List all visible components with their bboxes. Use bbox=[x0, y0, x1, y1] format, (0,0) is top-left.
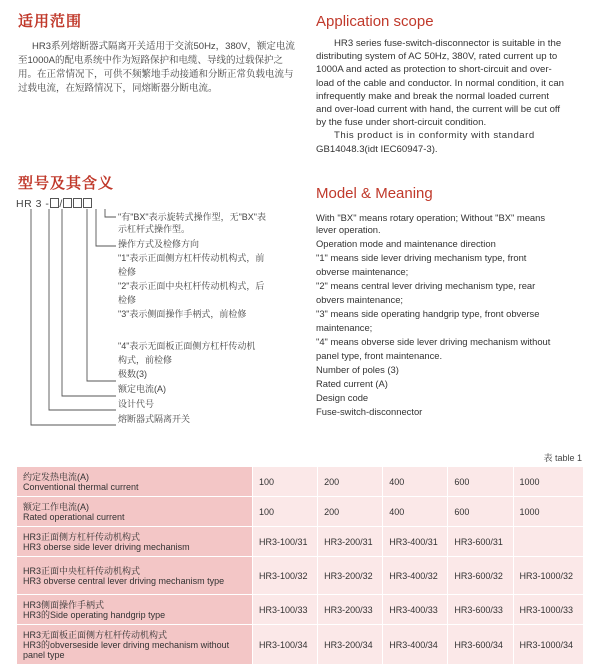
table-cell: 400 bbox=[383, 467, 448, 497]
table-cell: 200 bbox=[318, 467, 383, 497]
scope-title-en: Application scope bbox=[316, 13, 434, 30]
table-cell: HR3-200/34 bbox=[318, 625, 383, 665]
table-cell: HR3-100/31 bbox=[253, 527, 318, 557]
table-cell: HR3-200/31 bbox=[318, 527, 383, 557]
scope-line: distributing system of AC 50Hz, 380V, rated current up to bbox=[316, 51, 558, 63]
leader-line-fuse bbox=[31, 209, 116, 425]
en-label: "3" means side operating handgrip type, front obverse bbox=[316, 308, 540, 319]
conformity-line: GB14048.3(idt IEC60947-3). bbox=[316, 143, 438, 155]
scope-line: HR3 series fuse-switch-disconnector is suitable in the bbox=[334, 38, 562, 49]
row-header bbox=[17, 557, 253, 595]
cn-label: "3"表示侧面操作手柄式，前检修 bbox=[118, 309, 247, 319]
row-header-cn: HR3侧面操作手柄式 bbox=[23, 599, 105, 610]
model-title-en: Model & Meaning bbox=[316, 185, 433, 202]
conformity-line: This product is in conformity with standard bbox=[334, 130, 535, 142]
table-cell: HR3-600/33 bbox=[448, 595, 513, 625]
table-cell bbox=[513, 527, 584, 557]
table-cell: 600 bbox=[448, 497, 513, 527]
row-header-en: Rated operational current bbox=[23, 511, 125, 522]
row-header-cn: HR3无面板正面侧方杠杆传动机构式 bbox=[23, 629, 168, 640]
table-cell: HR3-100/33 bbox=[253, 595, 318, 625]
model-en-labels bbox=[316, 212, 592, 418]
en-label: Number of poles (3) bbox=[316, 364, 399, 375]
cn-label: 操作方式及检修方向 bbox=[118, 239, 200, 249]
cn-label: "有"BX"表示旋转式操作型，无"BX"表 bbox=[118, 212, 266, 222]
row-header-cn: 额定工作电流(A) bbox=[23, 501, 89, 512]
row-header bbox=[17, 595, 253, 625]
table-cell: 100 bbox=[253, 497, 318, 527]
table-cell: HR3-200/33 bbox=[318, 595, 383, 625]
scope-line: load of the cable and conductor. In normal condition, it can bbox=[316, 77, 564, 89]
table-row bbox=[17, 527, 584, 557]
row-header bbox=[17, 527, 253, 557]
row-header-en: HR3 oberse side lever driving mechanism bbox=[23, 541, 190, 552]
row-header-en: Conventional thermal current bbox=[23, 481, 139, 492]
table-cell: 100 bbox=[253, 467, 318, 497]
model-title-cn: 型号及其含义 bbox=[18, 175, 115, 192]
model-code-prefix: HR 3 - bbox=[16, 198, 50, 210]
en-label: Fuse-switch-disconnector bbox=[316, 406, 423, 417]
en-label: panel type, front maintenance. bbox=[316, 350, 443, 361]
table-row bbox=[17, 467, 584, 497]
table-cell: HR3-1000/32 bbox=[513, 557, 584, 595]
table-cell: HR3-1000/33 bbox=[513, 595, 584, 625]
en-label: maintenance; bbox=[316, 322, 373, 333]
table-cell: HR3-400/31 bbox=[383, 527, 448, 557]
spec-table bbox=[16, 466, 584, 665]
cn-label: 构式，前检修 bbox=[118, 355, 173, 365]
cn-label: 示杠杆式操作型。 bbox=[118, 224, 191, 234]
scope-title-cn: 适用范围 bbox=[18, 13, 83, 30]
row-header bbox=[17, 467, 253, 497]
en-label: obverse maintenance; bbox=[316, 266, 409, 277]
table-cell: HR3-600/31 bbox=[448, 527, 513, 557]
leader-line-bx bbox=[105, 209, 116, 217]
cn-label: 额定电流(A) bbox=[118, 384, 166, 394]
en-label: "4" means obverse side lever driving mechanism without bbox=[316, 336, 551, 347]
cn-label: 设计代号 bbox=[118, 399, 155, 409]
table-cell: HR3-400/32 bbox=[383, 557, 448, 595]
cn-label: "2"表示正面中央杠杆传动机构式，后 bbox=[118, 281, 265, 291]
table-cell: 200 bbox=[318, 497, 383, 527]
table-row bbox=[17, 595, 584, 625]
table-caption: 表 table 1 bbox=[543, 453, 582, 463]
leader-line-current bbox=[62, 209, 116, 396]
table-cell: HR3-400/33 bbox=[383, 595, 448, 625]
leader-line-poles bbox=[87, 209, 116, 381]
en-label: "2" means central lever driving mechanism type, rear bbox=[316, 280, 536, 291]
cn-label: 检修 bbox=[118, 295, 137, 305]
cn-label: 检修 bbox=[118, 267, 137, 277]
table-cell: 600 bbox=[448, 467, 513, 497]
cn-label: "1"表示正面侧方杠杆传动机构式，前 bbox=[118, 253, 265, 263]
row-header bbox=[17, 625, 253, 665]
table-cell: 400 bbox=[383, 497, 448, 527]
table-row bbox=[17, 557, 584, 595]
en-label: Design code bbox=[316, 392, 369, 403]
leader-line-design bbox=[49, 209, 116, 410]
table-row bbox=[17, 497, 584, 527]
cn-label: 熔断器式隔离开关 bbox=[118, 414, 191, 424]
row-header bbox=[17, 497, 253, 527]
cn-label: "4"表示无面板正面侧方杠杆传动机 bbox=[118, 341, 256, 351]
model-code-sep: / bbox=[59, 198, 63, 210]
table-cell: HR3-600/34 bbox=[448, 625, 513, 665]
table-cell: HR3-200/32 bbox=[318, 557, 383, 595]
table-cell: HR3-400/34 bbox=[383, 625, 448, 665]
scope-line: and over-load current with hand, the current will be cut off bbox=[316, 104, 561, 116]
model-cn-labels bbox=[118, 211, 298, 425]
table-cell: HR3-100/34 bbox=[253, 625, 318, 665]
row-header-en: HR3的Side operating handgrip type bbox=[23, 609, 166, 620]
row-header-cn: HR3正面中央杠杆传动机构式 bbox=[23, 565, 141, 576]
cn-label: 极数(3) bbox=[118, 369, 147, 379]
scope-line: infrequently make and break the normal loaded current bbox=[316, 90, 550, 102]
leader-line-operation bbox=[96, 209, 116, 246]
table-cell: 1000 bbox=[513, 497, 584, 527]
row-header-cn: HR3正面侧方杠杆传动机构式 bbox=[23, 531, 141, 542]
scope-text-cn: HR3系列熔断器式隔离开关适用于交流50Hz，380V，额定电流至1000A的配电系统中作为短路保护和电缆、导线的过载保护之用。在正常情况下，可供不频繁地手动接通和分断正常负载电流与过载电流，在短路情况下，同熔断器分断电流。 bbox=[18, 41, 295, 94]
scope-line: 1000A and acted as protection to short-circuit and over- bbox=[316, 64, 552, 76]
table-cell: HR3-600/32 bbox=[448, 557, 513, 595]
row-header-en: HR3 obverse central lever driving mechanism type bbox=[23, 575, 225, 586]
table-cell: 1000 bbox=[513, 467, 584, 497]
en-label: With "BX" means rotary operation; Without "BX" means bbox=[316, 212, 546, 223]
en-label: "1" means side lever driving mechanism type, front bbox=[316, 252, 527, 263]
en-label: obvers maintenance; bbox=[316, 294, 404, 305]
table-cell: HR3-100/32 bbox=[253, 557, 318, 595]
en-label: lever operation. bbox=[316, 224, 381, 235]
table-row bbox=[17, 625, 584, 665]
scope-line: by the fuse under short-circuit condition. bbox=[316, 117, 487, 129]
en-label: Operation mode and maintenance direction bbox=[316, 238, 496, 249]
en-label: Rated current (A) bbox=[316, 378, 388, 389]
row-header-cn: 约定发热电流(A) bbox=[23, 471, 89, 482]
row-header-en: HR3的obverseside lever driving mechanism without panel type bbox=[23, 639, 230, 660]
table-cell: HR3-1000/34 bbox=[513, 625, 584, 665]
